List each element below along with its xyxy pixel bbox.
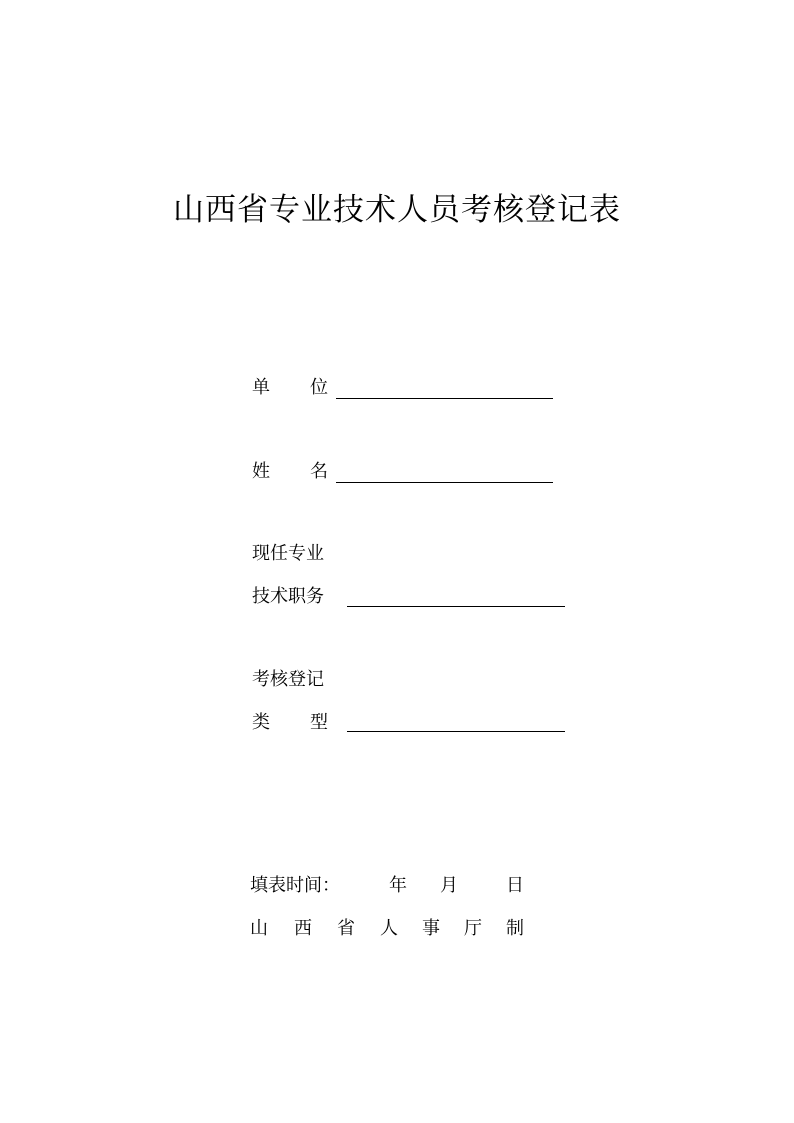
issuer-char: 西 bbox=[294, 918, 312, 939]
unit-label-text: 单 位 bbox=[252, 377, 328, 398]
assessment-type-input-line[interactable] bbox=[347, 731, 565, 732]
issuer-char: 事 bbox=[422, 918, 440, 939]
issuer-char: 省 bbox=[337, 918, 355, 939]
document-title: 山西省专业技术人员考核登记表 bbox=[173, 192, 621, 228]
name-label bbox=[252, 460, 328, 484]
year-label: 年 bbox=[389, 875, 407, 896]
issuer-char: 厅 bbox=[464, 918, 482, 939]
unit-input-line[interactable] bbox=[336, 398, 553, 399]
position-label-line2: 技术职务 bbox=[252, 586, 324, 607]
assessment-type-label-line1: 考核登记 bbox=[252, 669, 324, 690]
issuer-char: 山 bbox=[250, 918, 268, 939]
name-input-line[interactable] bbox=[336, 482, 553, 483]
assessment-type-label-text: 类 型 bbox=[252, 712, 328, 733]
position-label-line1: 现任专业 bbox=[252, 543, 324, 564]
assessment-type-label-line2 bbox=[252, 711, 328, 735]
unit-label bbox=[252, 376, 328, 400]
issuer-char: 人 bbox=[380, 918, 398, 939]
issuer-char: 制 bbox=[506, 918, 524, 939]
month-label: 月 bbox=[440, 875, 458, 896]
name-label-text: 姓 名 bbox=[252, 461, 328, 482]
day-label: 日 bbox=[506, 875, 524, 896]
fill-time-label: 填表时间： bbox=[250, 875, 340, 896]
position-input-line[interactable] bbox=[347, 606, 565, 607]
